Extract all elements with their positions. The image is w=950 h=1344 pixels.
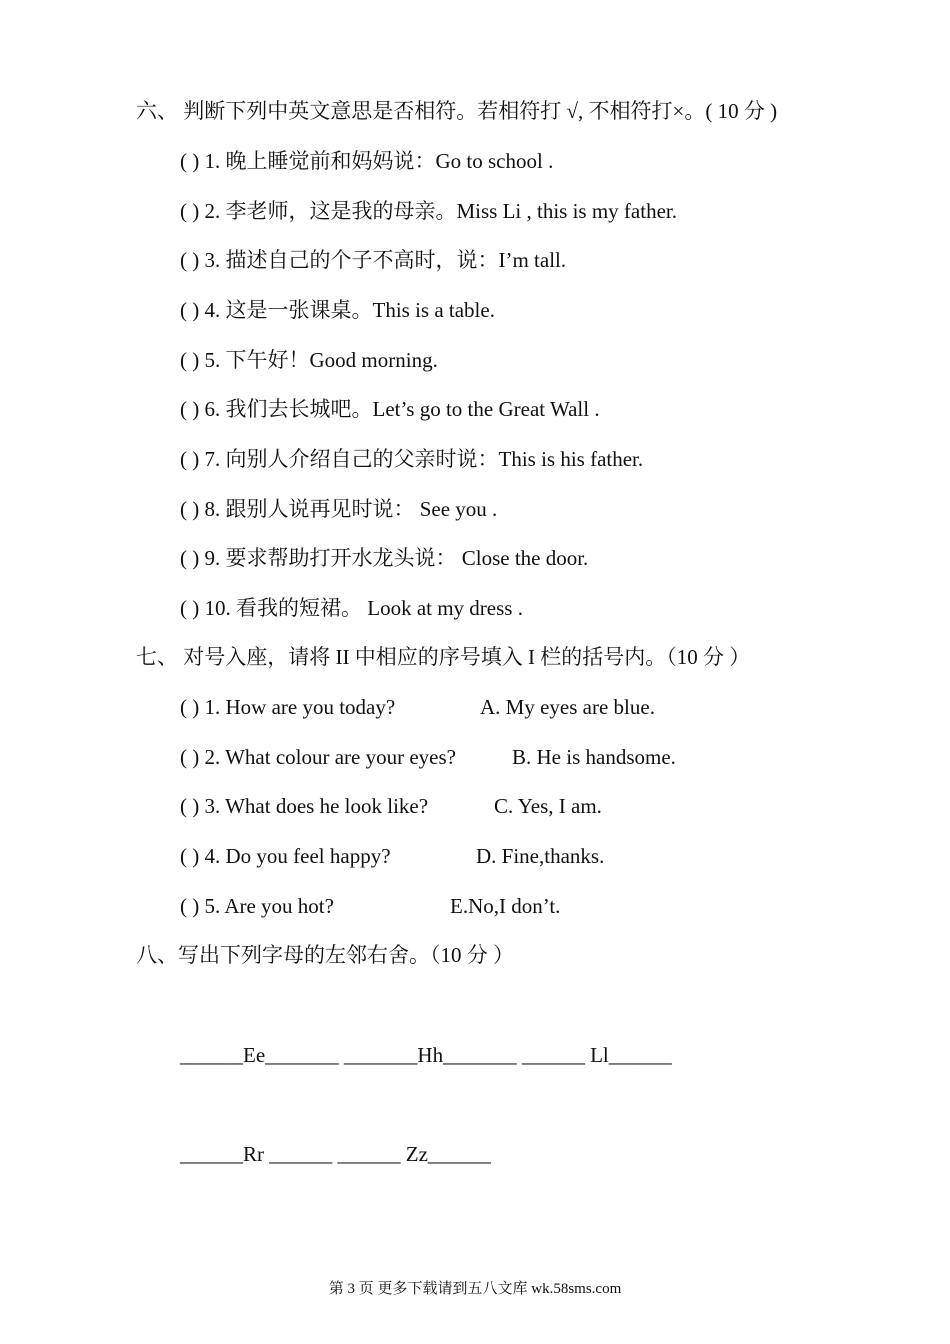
section7-question-2: ( ) 2. What colour are your eyes? xyxy=(180,745,456,769)
section6-item-6: ( ) 6. 我们去长城吧。Let’s go to the Great Wall . xyxy=(180,397,600,421)
letter-row-1: ______Ee_______ _______Hh_______ ______ Ll______ xyxy=(180,1043,672,1067)
section6-item-10: ( ) 10. 看我的短裙。 Look at my dress . xyxy=(180,596,523,620)
section6-item-8: ( ) 8. 跟别人说再见时说： See you . xyxy=(180,497,498,521)
section6-heading: 六、 判断下列中英文意思是否相符。若相符打 √, 不相符打×。( 10 分 ) xyxy=(136,99,778,123)
section6-item-5: ( ) 5. 下午好！Good morning. xyxy=(180,348,438,372)
section6-item-9: ( ) 9. 要求帮助打开水龙头说： Close the door. xyxy=(180,546,589,570)
section8-heading: 八、写出下列字母的左邻右舍。（10 分 ） xyxy=(136,943,514,967)
section7-answer-b: B. He is handsome. xyxy=(512,745,676,769)
section7-answer-e: E.No,I don’t. xyxy=(450,894,561,918)
section7-heading: 七、 对号入座，请将 II 中相应的序号填入 I 栏的括号内。（10 分 ） xyxy=(136,645,751,669)
section7-question-3: ( ) 3. What does he look like? xyxy=(180,794,429,818)
section6-item-3: ( ) 3. 描述自己的个子不高时，说：I’m tall. xyxy=(180,248,567,272)
section7-question-1: ( ) 1. How are you today? xyxy=(180,695,396,719)
section7-answer-a: A. My eyes are blue. xyxy=(480,695,655,719)
section6-item-4: ( ) 4. 这是一张课桌。This is a table. xyxy=(180,298,495,322)
letter-row-2: ______Rr ______ ______ Zz______ xyxy=(180,1142,491,1166)
section6-item-2: ( ) 2. 李老师，这是我的母亲。Miss Li , this is my father. xyxy=(180,199,677,223)
section7-answer-d: D. Fine,thanks. xyxy=(476,844,605,868)
section6-item-1: ( ) 1. 晚上睡觉前和妈妈说：Go to school . xyxy=(180,149,554,173)
page-footer: 第 3 页 更多下载请到五八文库 wk.58sms.com xyxy=(328,1281,622,1297)
section7-question-5: ( ) 5. Are you hot? xyxy=(180,894,334,918)
section7-question-4: ( ) 4. Do you feel happy? xyxy=(180,844,391,868)
section6-item-7: ( ) 7. 向别人介绍自己的父亲时说：This is his father. xyxy=(180,447,644,471)
section7-answer-c: C. Yes, I am. xyxy=(494,794,602,818)
